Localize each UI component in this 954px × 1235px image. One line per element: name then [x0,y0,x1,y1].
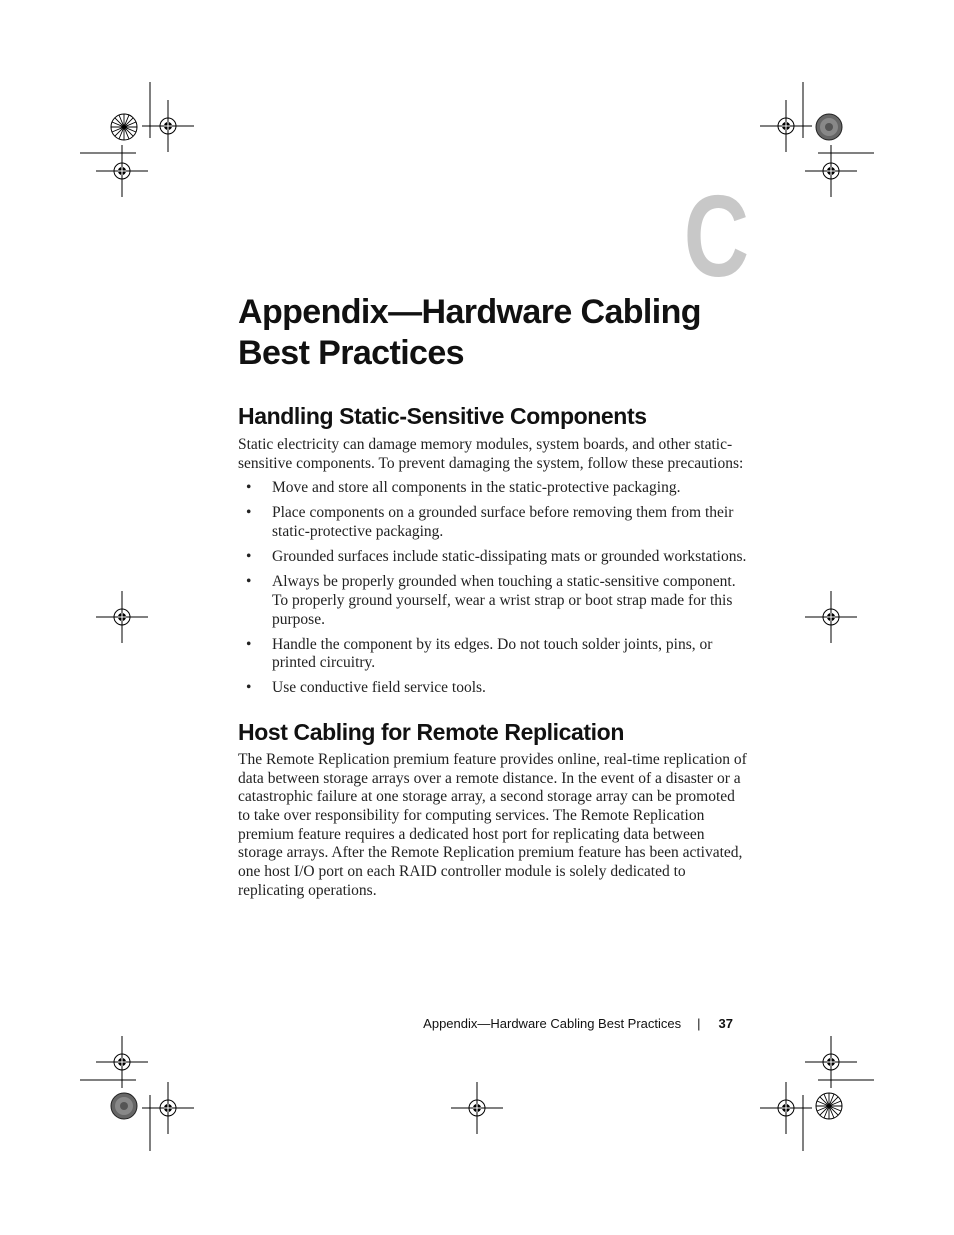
chapter-letter: C [683,171,750,301]
page-content [238,292,748,901]
list-item: • Place components on a grounded surface before removing them from their static-protective packaging. [238,504,748,541]
section-heading-replication: Host Cabling for Remote Replication [238,718,624,745]
section-body-replication: The Remote Replication premium feature provides online, real-time replication of data between storage arrays over a remote distance. In the event of a disaster or a catastrophic failure at one storage array, a second storage array can be promoted to take over responsibility for computing services. The Remote Replication premium feature requires a dedicated host port for replicating data between storage arrays. After the Remote Replication premium feature has been activated, one host I/O port on each RAID controller module is solely dedicated to replicating operations. [238,750,747,899]
section-heading-static: Handling Static-Sensitive Components [238,403,647,429]
precautions-list [238,479,748,698]
page-footer [423,1015,733,1033]
page-title: Appendix—Hardware Cabling Best Practices [238,293,701,372]
section-intro-static: Static electricity can damage memory modules, system boards, and other static-sensitive components. To prevent damaging the system, follow these precautions: [238,436,744,472]
running-title: Appendix—Hardware Cabling Best Practices [423,1016,682,1031]
list-item: • Handle the component by its edges. Do not touch solder joints, pins, or printed circuitry. [238,636,748,673]
page-number: 37 [718,1016,733,1031]
list-item: • Use conductive field service tools. [238,679,748,698]
list-item: • Move and store all components in the static-protective packaging. [238,479,748,498]
list-item: • Always be properly grounded when touching a static-sensitive component. To properly ground yourself, wear a wrist strap or boot strap made for this purpose. [238,573,748,629]
list-item: • Grounded surfaces include static-dissipating mats or grounded workstations. [238,548,748,567]
footer-separator: | [697,1016,701,1031]
